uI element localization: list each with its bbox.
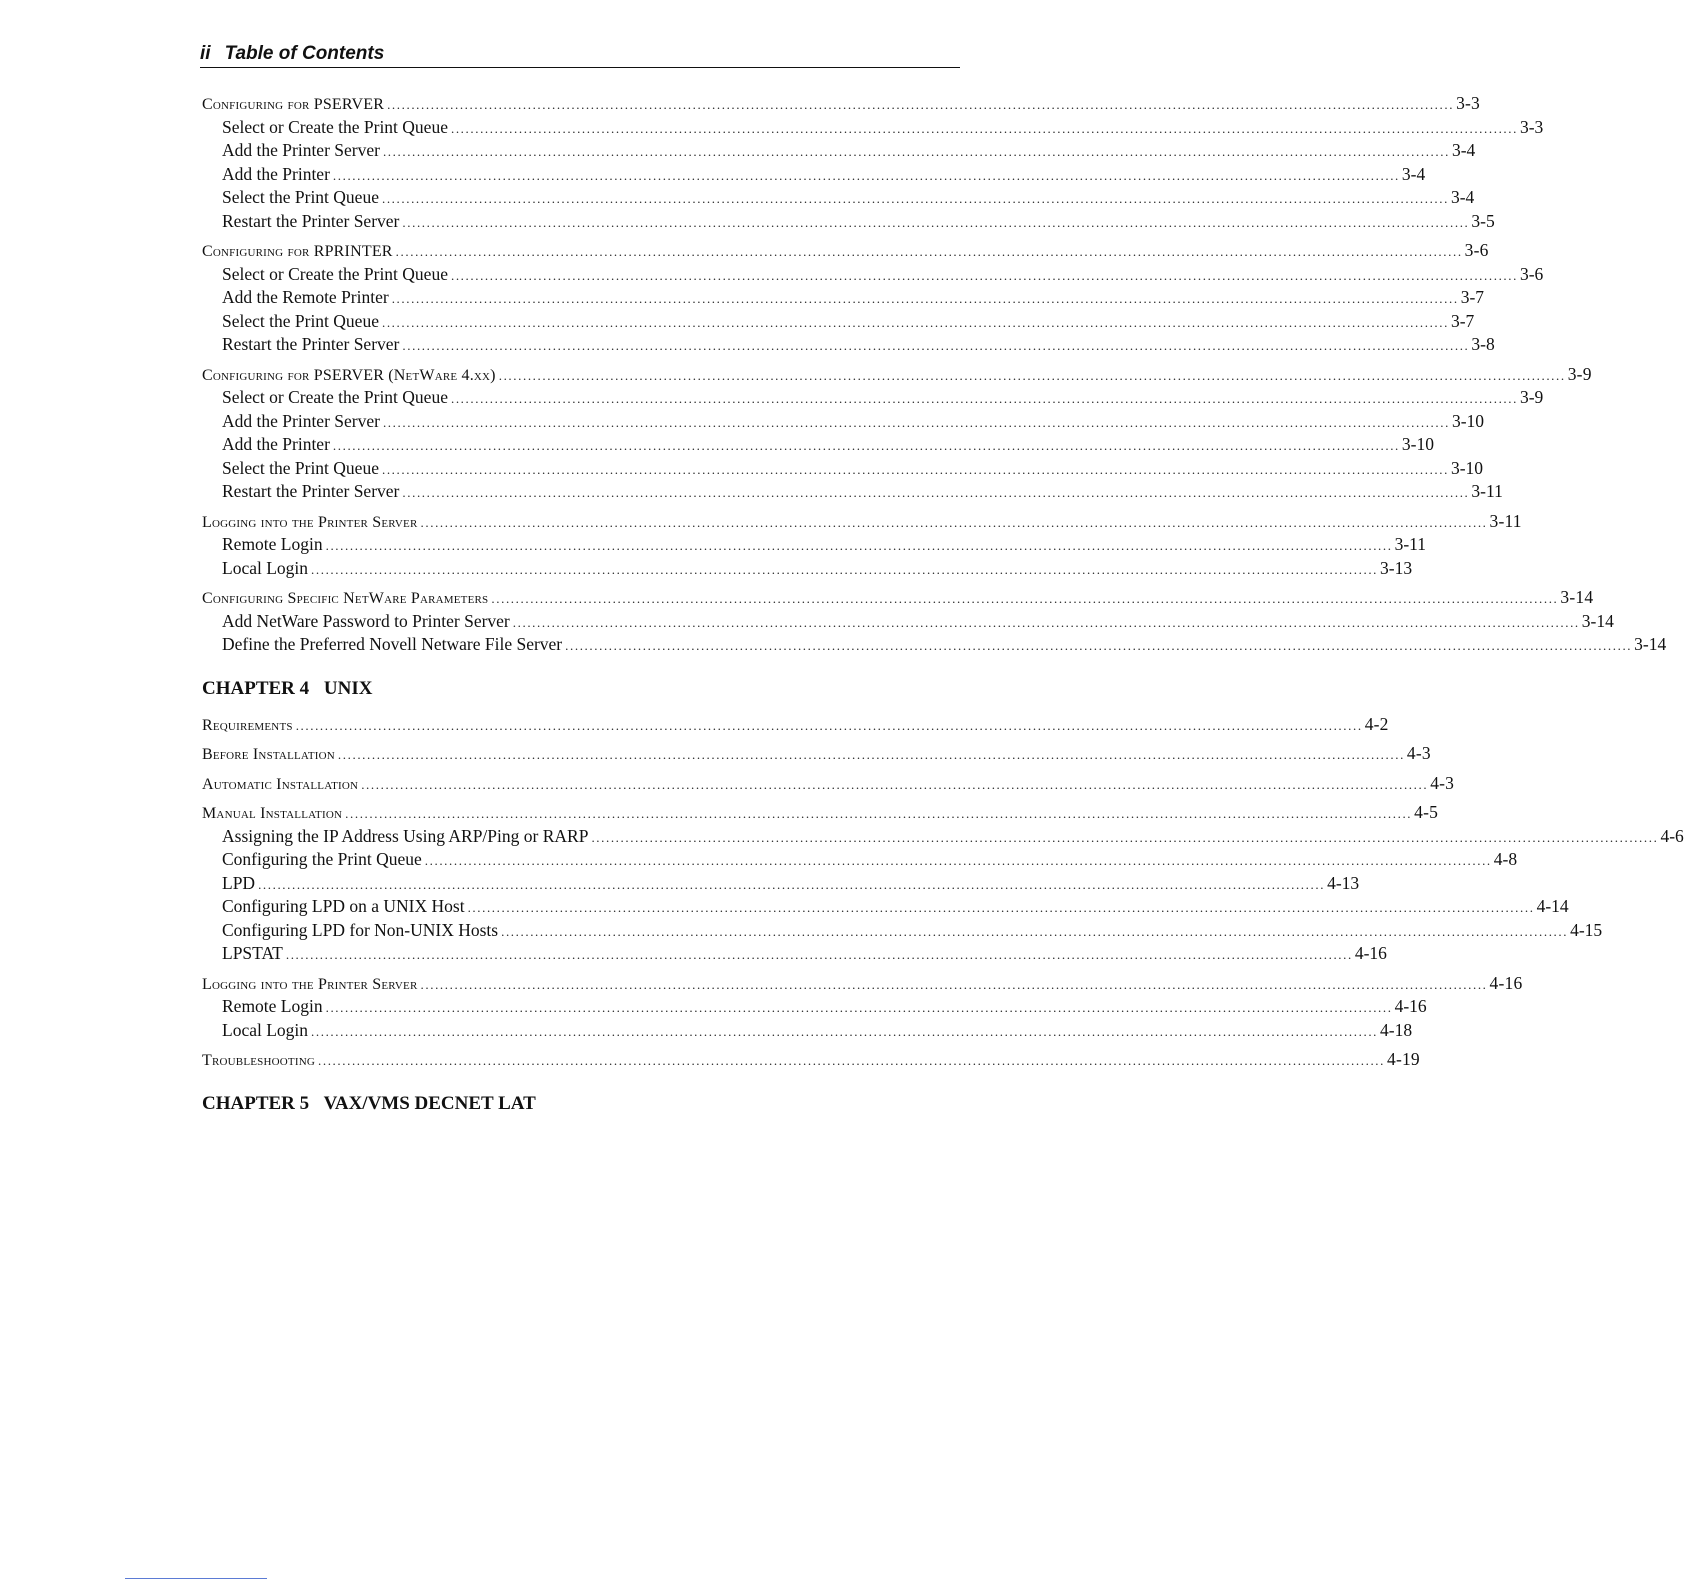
dot-leader: ............................................................................................................................................................................................................................ [402,214,1470,230]
toc-entry-title: Remote Login [222,534,323,554]
toc-entry-page: 3-4 [1451,140,1476,160]
toc-entry-page: 3-8 [1471,334,1495,354]
toc-subsection-entry[interactable] [202,919,1603,943]
toc-entry-title: Add the Printer [222,163,330,184]
dot-leader: ............................................................................................................................................................................................................................ [501,923,1569,939]
toc-entry-title: Troubleshooting [202,1052,315,1069]
dot-leader: ............................................................................................................................................................................................................................ [402,485,1470,500]
dot-leader: ............................................................................................................................................................................................................................ [382,144,1450,159]
toc-section-entry[interactable] [202,742,1431,766]
dot-leader: ............................................................................................................................................................................................................................ [381,191,1449,206]
toc-subsection-entry[interactable] [202,942,1387,966]
toc-entry-page: 3-10 [1450,457,1484,478]
dot-leader: ............................................................................................................................................................................................................................ [345,806,1413,821]
toc-entry-title: Manual Installation [202,805,343,822]
dot-leader: ............................................................................................................................................................................................................................ [450,120,1518,136]
dot-leader: ............................................................................................................................................................................................................................ [381,461,1449,477]
toc-entry-page: 4-13 [1327,872,1360,893]
toc-entry-page: 3-3 [1519,116,1544,137]
toc-entry-page: 3-4 [1401,163,1426,184]
toc-subsection-entry[interactable] [202,410,1485,434]
dot-leader: ............................................................................................................................................................................................................................ [381,314,1449,330]
toc-entry-page: 3-9 [1519,387,1544,407]
dot-leader: ............................................................................................................................................................................................................................ [325,1000,1393,1015]
toc-subsection-entry[interactable] [202,610,1614,634]
toc-entry-title: Select or Create the Print Queue [222,116,448,137]
toc-entry-title: Restart the Printer Server [222,334,400,354]
toc-subsection-entry[interactable] [202,286,1485,310]
toc-entry-title: Select the Print Queue [222,187,379,207]
toc-entry-title: Add the Printer Server [222,410,380,431]
dot-leader: ............................................................................................................................................................................................................................ [295,717,1363,733]
toc-section-entry[interactable] [202,772,1455,796]
toc-entry-title: Add the Printer [222,434,330,454]
table-of-contents [202,92,1684,1128]
dot-leader: ............................................................................................................................................................................................................................ [387,97,1455,112]
toc-section-entry[interactable] [202,1048,1420,1072]
page-header [200,42,960,68]
dot-leader: ............................................................................................................................................................................................................................ [311,561,1379,577]
toc-entry-page: 4-2 [1364,713,1389,734]
toc-subsection-entry[interactable] [202,557,1413,581]
dot-leader: ............................................................................................................................................................................................................................ [258,876,1326,892]
toc-section-entry[interactable] [202,510,1522,534]
toc-entry-title: Define the Preferred Novell Netware File Server [222,634,563,654]
dot-leader: ............................................................................................................................................................................................................................ [424,853,1492,868]
toc-group-chapter-3 [202,92,1667,657]
toc-entry-page: 3-7 [1460,287,1485,307]
toc-subsection-entry[interactable] [202,872,1360,896]
toc-entry-title: Configuring Specific NetWare Parameters [202,590,489,607]
dot-leader: ............................................................................................................................................................................................................................ [420,976,1488,992]
toc-subsection-entry[interactable] [202,825,1684,849]
toc-entry-title: Before Installation [202,746,335,763]
toc-entry-title: LPD [222,872,256,893]
toc-entry-title: Configuring for PSERVER [202,96,385,113]
toc-entry-page: 3-13 [1380,557,1413,578]
toc-subsection-entry[interactable] [202,633,1667,657]
toc-entry-title: Add NetWare Password to Printer Server [222,610,510,631]
dot-leader: ............................................................................................................................................................................................................................ [491,591,1559,606]
toc-entry-title: LPSTAT [222,943,283,963]
toc-subsection-entry[interactable] [202,433,1434,457]
toc-entry-page: 4-3 [1430,772,1455,793]
toc-subsection-entry[interactable] [202,480,1503,504]
toc-entry-page: 4-18 [1380,1019,1413,1040]
dot-leader: ............................................................................................................................................................................................................................ [318,1053,1385,1068]
page-number: ii [200,43,211,64]
dot-leader: ............................................................................................................................................................................................................................ [325,538,1393,553]
toc-group-chapter-4 [202,713,1684,1072]
toc-entry-title: Select or Create the Print Queue [222,263,448,284]
footer-rule [125,1578,267,1579]
toc-entry-title: Assigning the IP Address Using ARP/Ping or RARP [222,825,589,846]
toc-entry-page: 4-16 [1354,943,1387,963]
toc-entry-title: Requirements [202,716,293,734]
chapter-title: UNIX [323,677,373,699]
toc-subsection-entry[interactable] [202,263,1544,287]
toc-section-entry[interactable] [202,801,1439,825]
toc-entry-title: Restart the Printer Server [222,481,400,501]
toc-entry-page: 3-7 [1450,310,1475,331]
chapter-title: VAX/VMS DECNET LAT [323,1092,536,1114]
toc-entry-title: Add the Remote Printer [222,287,389,307]
toc-entry-page: 3-9 [1567,363,1592,384]
dot-leader: ............................................................................................................................................................................................................................ [467,900,1535,915]
dot-leader: ............................................................................................................................................................................................................................ [591,829,1659,845]
chapter-number: CHAPTER 5 [202,1092,310,1114]
toc-entry-page: 3-5 [1471,210,1495,231]
dot-leader: ............................................................................................................................................................................................................................ [450,391,1518,406]
toc-subsection-entry[interactable] [202,310,1475,334]
toc-entry-title: Add the Printer Server [222,140,380,160]
toc-entry-page: 3-14 [1560,587,1594,607]
toc-entry-page: 3-6 [1519,263,1544,284]
toc-entry-title: Select the Print Queue [222,457,379,478]
toc-entry-page: 3-11 [1394,534,1427,554]
toc-subsection-entry[interactable] [202,386,1544,410]
toc-entry-page: 3-10 [1451,410,1485,431]
toc-subsection-entry[interactable] [202,116,1544,140]
dot-leader: ............................................................................................................................................................................................................................ [498,367,1566,383]
toc-subsection-entry[interactable] [202,163,1426,187]
toc-subsection-entry[interactable] [202,995,1427,1019]
toc-entry-title: Select the Print Queue [222,310,379,331]
header-title: Table of Contents [224,43,385,64]
toc-entry-title: Configuring LPD on a UNIX Host [222,896,465,916]
dot-leader: ............................................................................................................................................................................................................................ [450,267,1518,283]
toc-entry-page: 3-4 [1450,187,1475,207]
dot-leader: ............................................................................................................................................................................................................................ [337,747,1405,762]
dot-leader: ............................................................................................................................................................................................................................ [395,244,1463,259]
toc-section-entry[interactable] [202,972,1523,996]
toc-section-entry[interactable] [202,363,1592,387]
toc-entry-page: 4-15 [1570,919,1603,940]
toc-entry-page: 3-11 [1489,510,1522,531]
chapter-5-heading [202,1092,960,1116]
dot-leader: ............................................................................................................................................................................................................................ [391,291,1459,306]
toc-entry-title: Logging into the Printer Server [202,975,418,993]
toc-entry-title: Configuring for PSERVER (NetWare 4.xx) [202,366,496,384]
dot-leader: ............................................................................................................................................................................................................................ [361,776,1429,792]
toc-entry-title: Select or Create the Print Queue [222,387,448,407]
toc-entry-page: 3-14 [1634,634,1667,654]
toc-subsection-entry[interactable] [202,210,1495,234]
toc-entry-title: Local Login [222,1019,309,1040]
toc-entry-title: Automatic Installation [202,775,359,793]
dot-leader: ............................................................................................................................................................................................................................ [382,414,1450,430]
toc-entry-title: Logging into the Printer Server [202,513,418,531]
toc-section-entry[interactable] [202,92,1481,116]
toc-entry-page: 4-14 [1536,896,1569,916]
toc-entry-title: Configuring LPD for Non-UNIX Hosts [222,919,499,940]
toc-entry-title: Local Login [222,557,309,578]
toc-entry-page: 4-5 [1414,802,1439,822]
toc-entry-page: 4-16 [1394,996,1427,1016]
toc-subsection-entry[interactable] [202,186,1475,210]
chapter-4-heading [202,677,960,701]
toc-entry-title: Restart the Printer Server [222,210,400,231]
toc-subsection-entry[interactable] [202,848,1518,872]
toc-subsection-entry[interactable] [202,1019,1413,1043]
toc-entry-page: 4-3 [1406,743,1431,763]
toc-entry-page: 3-3 [1456,93,1481,113]
toc-subsection-entry[interactable] [202,895,1569,919]
toc-subsection-entry[interactable] [202,457,1484,481]
toc-entry-page: 4-19 [1387,1049,1420,1069]
dot-leader: ............................................................................................................................................................................................................................ [512,614,1580,630]
dot-leader: ............................................................................................................................................................................................................................ [332,438,1400,453]
toc-section-entry[interactable] [202,239,1489,263]
chapter-number: CHAPTER 4 [202,677,310,699]
toc-entry-page: 3-10 [1401,434,1434,454]
toc-entry-page: 4-6 [1660,825,1684,846]
toc-entry-title: Configuring the Print Queue [222,849,422,869]
toc-subsection-entry[interactable] [202,533,1427,557]
dot-leader: ............................................................................................................................................................................................................................ [420,514,1488,530]
toc-section-entry[interactable] [202,713,1389,737]
dot-leader: ............................................................................................................................................................................................................................ [402,338,1470,353]
toc-entry-page: 4-8 [1493,849,1518,869]
toc-entry-title: Configuring for RPRINTER [202,243,393,260]
toc-entry-page: 3-6 [1464,240,1489,260]
toc-section-entry[interactable] [202,586,1594,610]
dot-leader: ............................................................................................................................................................................................................................ [332,167,1400,183]
toc-entry-page: 3-14 [1581,610,1614,631]
toc-subsection-entry[interactable] [202,139,1476,163]
dot-leader: ............................................................................................................................................................................................................................ [565,638,1633,653]
toc-subsection-entry[interactable] [202,333,1495,357]
dot-leader: ............................................................................................................................................................................................................................ [285,947,1353,962]
dot-leader: ............................................................................................................................................................................................................................ [311,1023,1379,1039]
toc-entry-title: Remote Login [222,996,323,1016]
toc-entry-page: 3-11 [1471,481,1503,501]
toc-entry-page: 4-16 [1489,972,1523,993]
